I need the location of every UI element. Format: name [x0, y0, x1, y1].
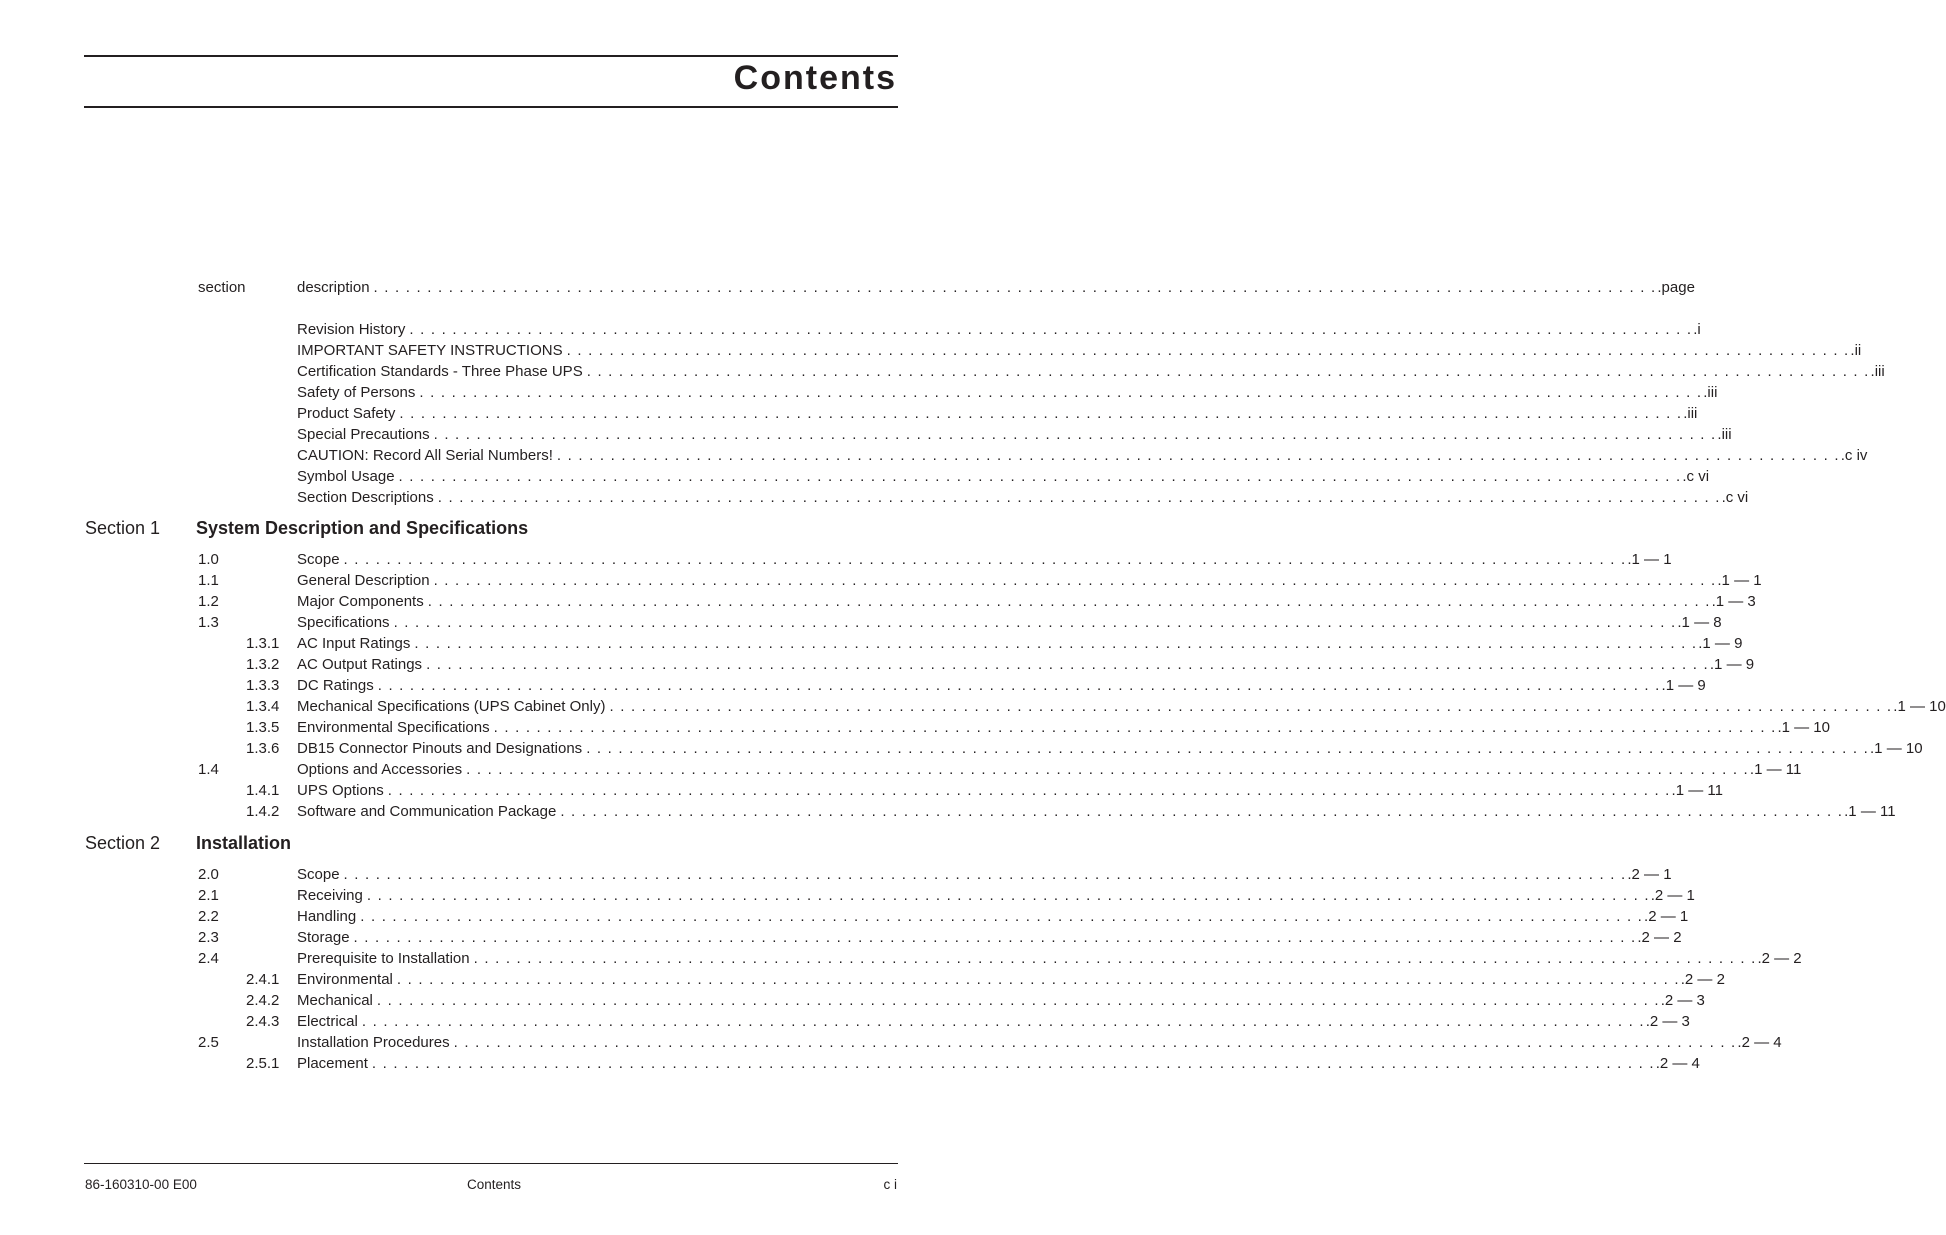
toc-entry-row	[0, 801, 1896, 822]
toc-link[interactable]	[297, 466, 1710, 487]
toc-entry-title: Placement	[297, 1055, 368, 1072]
toc-entry-title: Safety of Persons	[297, 384, 416, 401]
toc-entry-page: .1 — 11	[1671, 782, 1723, 799]
dot-leader: . . . . . . . . . . . . . . . . . . . . . . . . . . . . . . . . . . . . . . . . . . . . . . . . . . . . . . . . . . . . . . . . . . . . . . . . . . . . . . . . . . . . . . . . . . . . . . . . . . . . . . . . . . . . . . . . . . . . . . . .	[493, 719, 1777, 736]
dot-leader: . . . . . . . . . . . . . . . . . . . . . . . . . . . . . . . . . . . . . . . . . . . . . . . . . . . . . . . . . . . . . . . . . . . . . . . . . . . . . . . . . . . . . . . . . . . . . . . . . . . . . . . . . . . . . . . . . . . . . . . .	[343, 866, 1627, 883]
toc-entry-title: Mechanical Specifications (UPS Cabinet Only)	[297, 698, 606, 715]
dot-leader: . . . . . . . . . . . . . . . . . . . . . . . . . . . . . . . . . . . . . . . . . . . . . . . . . . . . . . . . . . . . . . . . . . . . . . . . . . . . . . . . . . . . . . . . . . . . . . . . . . . . . . . . . . . . . . . . . . . . . . . .	[393, 614, 1677, 631]
dot-leader: . . . . . . . . . . . . . . . . . . . . . . . . . . . . . . . . . . . . . . . . . . . . . . . . . . . . . . . . . . . . . . . . . . . . . . . . . . . . . . . . . . . . . . . . . . . . . . . . . . . . . . . . . . . . . . . . . . . . . . . .	[433, 572, 1717, 589]
toc-entry-page: .2 — 1	[1627, 866, 1672, 883]
toc-entry-page: .2 — 3	[1660, 992, 1705, 1009]
toc-entry-title: Section Descriptions	[297, 489, 434, 506]
toc-entry-row	[0, 612, 1722, 633]
footer-doc-number: 86-160310-00 E00	[85, 1177, 197, 1192]
toc-entry-title: Scope	[297, 866, 340, 883]
section-heading[interactable]	[0, 516, 954, 540]
toc-link[interactable]	[297, 403, 1698, 424]
dot-leader: . . . . . . . . . . . . . . . . . . . . . . . . . . . . . . . . . . . . . . . . . . . . . . . . . . . . . . . . . . . . . . . . . . . . . . . . . . . . . . . . . . . . . . . . . . . . . . . . . . . . . . . . . . . . . . . . . . . . . . . .	[399, 405, 1683, 422]
dot-leader: . . . . . . . . . . . . . . . . . . . . . . . . . . . . . . . . . . . . . . . . . . . . . . . . . . . . . . . . . . . . . . . . . . . . . . . . . . . . . . . . . . . . . . . . . . . . . . . . . . . . . . . . . . . . . . . . . . . . . . . .	[343, 551, 1627, 568]
toc-entry-number: 1.3.3	[246, 677, 280, 694]
toc-entry-page: .iii	[1717, 426, 1732, 443]
toc-entry-row	[0, 864, 1672, 885]
toc-entry-title: UPS Options	[297, 782, 384, 799]
toc-link[interactable]	[297, 1053, 1700, 1074]
toc-entry-title: Symbol Usage	[297, 468, 395, 485]
toc-entry-number: 1.3.6	[246, 740, 280, 757]
toc-entry-row	[0, 549, 1672, 570]
dot-leader: . . . . . . . . . . . . . . . . . . . . . . . . . . . . . . . . . . . . . . . . . . . . . . . . . . . . . . . . . . . . . . . . . . . . . . . . . . . . . . . . . . . . . . . . . . . . . . . . . . . . . . . . . . . . . . . . . . . . . . . .	[609, 698, 1893, 715]
toc-entry-title: Certification Standards - Three Phase UPS	[297, 363, 583, 380]
toc-entry-title: Mechanical	[297, 992, 373, 1009]
toc-link[interactable]	[297, 424, 1732, 445]
dot-leader: . . . . . . . . . . . . . . . . . . . . . . . . . . . . . . . . . . . . . . . . . . . . . . . . . . . . . . . . . . . . . . . . . . . . . . . . . . . . . . . . . . . . . . . . . . . . . . . . . . . . . . . . . . . . . . . . . . . . . . . .	[377, 677, 1661, 694]
toc-front-matter-row	[0, 466, 1710, 487]
dot-leader: . . . . . . . . . . . . . . . . . . . . . . . . . . . . . . . . . . . . . . . . . . . . . . . . . . . . . . . . . . . . . . . . . . . . . . . . . . . . . . . . . . . . . . . . . . . . . . . . . . . . . . . . . . . . . . . . . . . . . . . .	[371, 1055, 1655, 1072]
toc-front-matter-row	[0, 361, 1885, 382]
toc-entry-row	[0, 1011, 1690, 1032]
toc-entry-title: Electrical	[297, 1013, 358, 1030]
toc-link[interactable]	[297, 906, 1689, 927]
toc-front-matter-row	[0, 445, 1868, 466]
toc-entry-number: 2.4.3	[246, 1013, 280, 1030]
toc-entry-number: 1.3.2	[246, 656, 280, 673]
toc-entry-page: .c iv	[1840, 447, 1868, 464]
toc-entry-number: 2.4.2	[246, 992, 280, 1009]
toc-entry-row	[0, 654, 1755, 675]
toc-entry-page: .1 — 1	[1717, 572, 1762, 589]
header-bottom-rule	[84, 106, 898, 108]
toc-link[interactable]	[297, 864, 1672, 885]
toc-entry-page: .2 — 3	[1645, 1013, 1690, 1030]
toc-entry-page: .2 — 2	[1637, 929, 1682, 946]
toc-link[interactable]	[297, 487, 1749, 508]
dot-leader: . . . . . . . . . . . . . . . . . . . . . . . . . . . . . . . . . . . . . . . . . . . . . . . . . . . . . . . . . . . . . . . . . . . . . . . . . . . . . . . . . . . . . . . . . . . . . . . . . . . . . . . . . . . . . . . . . . . . . . . .	[361, 1013, 1645, 1030]
toc-front-matter-row	[0, 487, 1749, 508]
toc-link[interactable]	[297, 696, 1946, 717]
toc-entry-title: IMPORTANT SAFETY INSTRUCTIONS	[297, 342, 563, 359]
toc-entry-number: 1.3.1	[246, 635, 280, 652]
toc-entry-page: .1 — 10	[1870, 740, 1923, 757]
toc-entry-number: 2.5	[198, 1034, 219, 1051]
toc-entry-page: .iii	[1870, 363, 1885, 380]
toc-link[interactable]	[297, 633, 1743, 654]
toc-entry-row	[0, 780, 1723, 801]
toc-entry-number: 1.3.4	[246, 698, 280, 715]
toc-entry-title: Product Safety	[297, 405, 396, 422]
toc-entry-title: description	[297, 279, 370, 296]
page-title: Contents	[733, 59, 897, 97]
toc-entry-number: 1.4.2	[246, 803, 280, 820]
toc-entry-title: Prerequisite to Installation	[297, 950, 470, 967]
dot-leader: . . . . . . . . . . . . . . . . . . . . . . . . . . . . . . . . . . . . . . . . . . . . . . . . . . . . . . . . . . . . . . . . . . . . . . . . . . . . . . . . . . . . . . . . . . . . . . . . . . . . . . . . . . . . . . . . . . . . . . . .	[560, 803, 1844, 820]
toc-entry-number: 1.4	[198, 761, 219, 778]
toc-entry-page: .2 — 2	[1680, 971, 1725, 988]
toc-entry-row	[0, 1053, 1700, 1074]
dot-leader: . . . . . . . . . . . . . . . . . . . . . . . . . . . . . . . . . . . . . . . . . . . . . . . . . . . . . . . . . . . . . . . . . . . . . . . . . . . . . . . . . . . . . . . . . . . . . . . . . . . . . . . . . . . . . . . . . . . . . . . .	[376, 992, 1660, 1009]
toc-entry-title: Options and Accessories	[297, 761, 463, 778]
dot-leader: . . . . . . . . . . . . . . . . . . . . . . . . . . . . . . . . . . . . . . . . . . . . . . . . . . . . . . . . . . . . . . . . . . . . . . . . . . . . . . . . . . . . . . . . . . . . . . . . . . . . . . . . . . . . . . . . . . . . . . . .	[466, 761, 1749, 778]
toc-link[interactable]	[297, 927, 1682, 948]
toc-link[interactable]	[297, 738, 1923, 759]
toc-entry-title: Handling	[297, 908, 357, 925]
section-label: Section 2	[85, 833, 161, 853]
toc-link[interactable]	[297, 675, 1706, 696]
toc-entry-title: CAUTION: Record All Serial Numbers!	[297, 447, 553, 464]
toc-link[interactable]	[297, 801, 1896, 822]
toc-entry-number: 2.5.1	[246, 1055, 280, 1072]
dot-leader: . . . . . . . . . . . . . . . . . . . . . . . . . . . . . . . . . . . . . . . . . . . . . . . . . . . . . . . . . . . . . . . . . . . . . . . . . . . . . . . . . . . . . . . . . . . . . . . . . . . . . . . . . . . . . . . . . . . . . . . .	[409, 321, 1693, 338]
toc-entry-page: .1 — 1	[1627, 551, 1672, 568]
toc-link[interactable]	[297, 717, 1830, 738]
toc-entry-title: Receiving	[297, 887, 363, 904]
toc-entry-row	[0, 906, 1689, 927]
toc-entry-page: .iii	[1703, 384, 1718, 401]
toc-entry-row	[0, 570, 1762, 591]
toc-entry-row	[0, 759, 1802, 780]
toc-front-matter-row	[0, 382, 1718, 403]
dot-leader: . . . . . . . . . . . . . . . . . . . . . . . . . . . . . . . . . . . . . . . . . . . . . . . . . . . . . . . . . . . . . . . . . . . . . . . . . . . . . . . . . . . . . . . . . . . . . . . . . . . . . . . . . . . . . . . . . . . . . . . .	[414, 635, 1698, 652]
toc-entry-row	[0, 738, 1923, 759]
toc-entry-title: Revision History	[297, 321, 406, 338]
toc-link[interactable]	[297, 990, 1705, 1011]
toc-link[interactable]	[297, 591, 1756, 612]
toc-entry-page: .2 — 1	[1650, 887, 1695, 904]
toc-entry-title: Environmental Specifications	[297, 719, 490, 736]
toc-entry-page: .1 — 3	[1711, 593, 1756, 610]
toc-entry-number: 2.4.1	[246, 971, 280, 988]
toc-entry-number: 2.2	[198, 908, 219, 925]
toc-entry-row	[0, 591, 1756, 612]
toc-link[interactable]	[297, 612, 1722, 633]
toc-entry-page: .1 — 11	[1844, 803, 1896, 820]
column-header-description	[297, 277, 1695, 298]
toc-entry-row	[0, 969, 1725, 990]
toc-entry-row	[0, 885, 1695, 906]
dot-leader: . . . . . . . . . . . . . . . . . . . . . . . . . . . . . . . . . . . . . . . . . . . . . . . . . . . . . . . . . . . . . . . . . . . . . . . . . . . . . . . . . . . . . . . . . . . . . . . . . . . . . . . . . . . . . . . . . . . . . . . .	[366, 887, 1650, 904]
toc-entry-title: DB15 Connector Pinouts and Designations	[297, 740, 583, 757]
toc-entry-title: Software and Communication Package	[297, 803, 557, 820]
footer-center-label: Contents	[467, 1177, 522, 1192]
dot-leader: . . . . . . . . . . . . . . . . . . . . . . . . . . . . . . . . . . . . . . . . . . . . . . . . . . . . . . . . . . . . . . . . . . . . . . . . . . . . . . . . . . . . . . . . . . . . . . . . . . . . . . . . . . . . . . . . . . . . . . . .	[586, 740, 1870, 757]
toc-entry-number: 1.0	[198, 551, 219, 568]
toc-entry-number: 1.3.5	[246, 719, 280, 736]
toc-entry-title: Scope	[297, 551, 340, 568]
toc-entry-number: 2.1	[198, 887, 219, 904]
dot-leader: . . . . . . . . . . . . . . . . . . . . . . . . . . . . . . . . . . . . . . . . . . . . . . . . . . . . . . . . . . . . . . . . . . . . . . . . . . . . . . . . . . . . . . . . . . . . . . . . . . . . . . . . . . . . . . . . . . . . . . . .	[437, 489, 1721, 506]
toc-link[interactable]	[297, 340, 1862, 361]
toc-link[interactable]	[297, 319, 1701, 340]
toc-link[interactable]	[297, 654, 1755, 675]
toc-link[interactable]	[297, 1032, 1782, 1053]
toc-entry-page: .2 — 4	[1655, 1055, 1700, 1072]
dot-leader: . . . . . . . . . . . . . . . . . . . . . . . . . . . . . . . . . . . . . . . . . . . . . . . . . . . . . . . . . . . . . . . . . . . . . . . . . . . . . . . . . . . . . . . . . . . . . . . . . . . . . . . . . . . . . . . . . . . . . . . .	[433, 426, 1717, 443]
toc-entry-title: Major Components	[297, 593, 424, 610]
toc-link[interactable]	[297, 948, 1802, 969]
toc-front-matter-row	[0, 319, 1701, 340]
toc-entry-page: .1 — 9	[1709, 656, 1755, 673]
toc-entry-page: .1 — 10	[1777, 719, 1830, 736]
toc-entry-title: AC Output Ratings	[297, 656, 423, 673]
toc-entry-number: 1.1	[198, 572, 219, 589]
section-title: Installation	[196, 833, 292, 853]
footer-rule	[84, 1163, 898, 1164]
toc-entry-row	[0, 675, 1706, 696]
toc-link[interactable]	[297, 382, 1718, 403]
toc-link[interactable]	[297, 885, 1695, 906]
toc-column-header	[0, 277, 1695, 298]
toc-entry-number: 1.2	[198, 593, 219, 610]
toc-entry-page: .c vi	[1682, 468, 1710, 485]
toc-entry-page: .1 — 9	[1661, 677, 1706, 694]
toc-link[interactable]	[297, 1011, 1690, 1032]
toc-entry-title: Storage	[297, 929, 350, 946]
toc-entry-number: 1.3	[198, 614, 219, 631]
dot-leader: . . . . . . . . . . . . . . . . . . . . . . . . . . . . . . . . . . . . . . . . . . . . . . . . . . . . . . . . . . . . . . . . . . . . . . . . . . . . . . . . . . . . . . . . . . . . . . . . . . . . . . . . . . . . . . . . . . . . . . . .	[398, 468, 1682, 485]
dot-leader: . . . . . . . . . . . . . . . . . . . . . . . . . . . . . . . . . . . . . . . . . . . . . . . . . . . . . . . . . . . . . . . . . . . . . . . . . . . . . . . . . . . . . . . . . . . . . . . . . . . . . . . . . . . . . . . . . . . . . . . .	[427, 593, 1711, 610]
toc-entry-title: Installation Procedures	[297, 1034, 450, 1051]
toc-link[interactable]	[297, 549, 1672, 570]
dot-leader: . . . . . . . . . . . . . . . . . . . . . . . . . . . . . . . . . . . . . . . . . . . . . . . . . . . . . . . . . . . . . . . . . . . . . . . . . . . . . . . . . . . . . . . . . . . . . . . . . . . . . . . . . . . . . . . . . . . . . . . .	[373, 279, 1657, 296]
dot-leader: . . . . . . . . . . . . . . . . . . . . . . . . . . . . . . . . . . . . . . . . . . . . . . . . . . . . . . . . . . . . . . . . . . . . . . . . . . . . . . . . . . . . . . . . . . . . . . . . . . . . . . . . . . . . . . . . . . . . . . . .	[396, 971, 1680, 988]
toc-entry-page: .2 — 2	[1757, 950, 1802, 967]
section-heading[interactable]	[0, 831, 954, 855]
toc-front-matter-row	[0, 424, 1732, 445]
toc-entry-page: .ii	[1850, 342, 1862, 359]
toc-entry-title: Environmental	[297, 971, 393, 988]
toc-entry-page: .c vi	[1721, 489, 1749, 506]
toc-front-matter-row	[0, 340, 1862, 361]
toc-entry-page: .1 — 8	[1677, 614, 1722, 631]
toc-entry-page: .1 — 10	[1893, 698, 1946, 715]
toc-entry-page: .i	[1693, 321, 1701, 338]
section-label: Section 1	[85, 518, 161, 538]
toc-entry-number: 2.0	[198, 866, 219, 883]
toc-front-matter-row	[0, 403, 1698, 424]
toc-entry-title: General Description	[297, 572, 430, 589]
footer-page-number: c i	[883, 1177, 897, 1192]
toc-entry-page: .2 — 1	[1644, 908, 1689, 925]
toc-link[interactable]	[297, 759, 1802, 780]
dot-leader: . . . . . . . . . . . . . . . . . . . . . . . . . . . . . . . . . . . . . . . . . . . . . . . . . . . . . . . . . . . . . . . . . . . . . . . . . . . . . . . . . . . . . . . . . . . . . . . . . . . . . . . . . . . . . . . . . . . . . . . .	[360, 908, 1644, 925]
dot-leader: . . . . . . . . . . . . . . . . . . . . . . . . . . . . . . . . . . . . . . . . . . . . . . . . . . . . . . . . . . . . . . . . . . . . . . . . . . . . . . . . . . . . . . . . . . . . . . . . . . . . . . . . . . . . . . . . . . . . . . . .	[473, 950, 1757, 967]
toc-entry-row	[0, 1032, 1782, 1053]
toc-entry-row	[0, 990, 1705, 1011]
toc-entry-number: 1.4.1	[246, 782, 280, 799]
toc-entry-title: DC Ratings	[297, 677, 374, 694]
toc-entry-title: Specifications	[297, 614, 390, 631]
header-top-rule	[84, 55, 898, 57]
toc-entry-page: .1 — 9	[1698, 635, 1743, 652]
toc-entry-row	[0, 696, 1946, 717]
toc-link[interactable]	[297, 445, 1868, 466]
dot-leader: . . . . . . . . . . . . . . . . . . . . . . . . . . . . . . . . . . . . . . . . . . . . . . . . . . . . . . . . . . . . . . . . . . . . . . . . . . . . . . . . . . . . . . . . . . . . . . . . . . . . . . . . . . . . . . . . . . . . . . . .	[566, 342, 1850, 359]
toc-entry-number: 2.4	[198, 950, 219, 967]
toc-entry-row	[0, 927, 1682, 948]
dot-leader: . . . . . . . . . . . . . . . . . . . . . . . . . . . . . . . . . . . . . . . . . . . . . . . . . . . . . . . . . . . . . . . . . . . . . . . . . . . . . . . . . . . . . . . . . . . . . . . . . . . . . . . . . . . . . . . . . . . . . . . .	[353, 929, 1637, 946]
toc-entry-page: .1 — 11	[1749, 761, 1802, 778]
dot-leader: . . . . . . . . . . . . . . . . . . . . . . . . . . . . . . . . . . . . . . . . . . . . . . . . . . . . . . . . . . . . . . . . . . . . . . . . . . . . . . . . . . . . . . . . . . . . . . . . . . . . . . . . . . . . . . . . . . . . . . . .	[556, 447, 1840, 464]
toc-entry-title: Special Precautions	[297, 426, 430, 443]
column-header-section: section	[198, 279, 246, 296]
toc-entry-number: 2.3	[198, 929, 219, 946]
dot-leader: . . . . . . . . . . . . . . . . . . . . . . . . . . . . . . . . . . . . . . . . . . . . . . . . . . . . . . . . . . . . . . . . . . . . . . . . . . . . . . . . . . . . . . . . . . . . . . . . . . . . . . . . . . . . . . . . . . . . . . . .	[387, 782, 1671, 799]
toc-link[interactable]	[297, 969, 1725, 990]
dot-leader: . . . . . . . . . . . . . . . . . . . . . . . . . . . . . . . . . . . . . . . . . . . . . . . . . . . . . . . . . . . . . . . . . . . . . . . . . . . . . . . . . . . . . . . . . . . . . . . . . . . . . . . . . . . . . . . . . . . . . . . .	[419, 384, 1703, 401]
toc-link[interactable]	[297, 361, 1885, 382]
toc-link[interactable]	[297, 570, 1762, 591]
dot-leader: . . . . . . . . . . . . . . . . . . . . . . . . . . . . . . . . . . . . . . . . . . . . . . . . . . . . . . . . . . . . . . . . . . . . . . . . . . . . . . . . . . . . . . . . . . . . . . . . . . . . . . . . . . . . . . . . . . . . . . . .	[453, 1034, 1737, 1051]
toc-entry-page: .page	[1657, 279, 1695, 296]
toc-link[interactable]	[297, 780, 1723, 801]
toc-entry-page: .2 — 4	[1737, 1034, 1782, 1051]
section-title: System Description and Specifications	[196, 518, 529, 538]
toc-entry-title: AC Input Ratings	[297, 635, 411, 652]
toc-entry-row	[0, 633, 1743, 654]
toc-entry-row	[0, 717, 1830, 738]
toc-entry-row	[0, 948, 1802, 969]
dot-leader: . . . . . . . . . . . . . . . . . . . . . . . . . . . . . . . . . . . . . . . . . . . . . . . . . . . . . . . . . . . . . . . . . . . . . . . . . . . . . . . . . . . . . . . . . . . . . . . . . . . . . . . . . . . . . . . . . . . . . . . .	[586, 363, 1870, 380]
dot-leader: . . . . . . . . . . . . . . . . . . . . . . . . . . . . . . . . . . . . . . . . . . . . . . . . . . . . . . . . . . . . . . . . . . . . . . . . . . . . . . . . . . . . . . . . . . . . . . . . . . . . . . . . . . . . . . . . . . . . . . . .	[426, 656, 1709, 673]
toc-entry-page: .iii	[1683, 405, 1698, 422]
